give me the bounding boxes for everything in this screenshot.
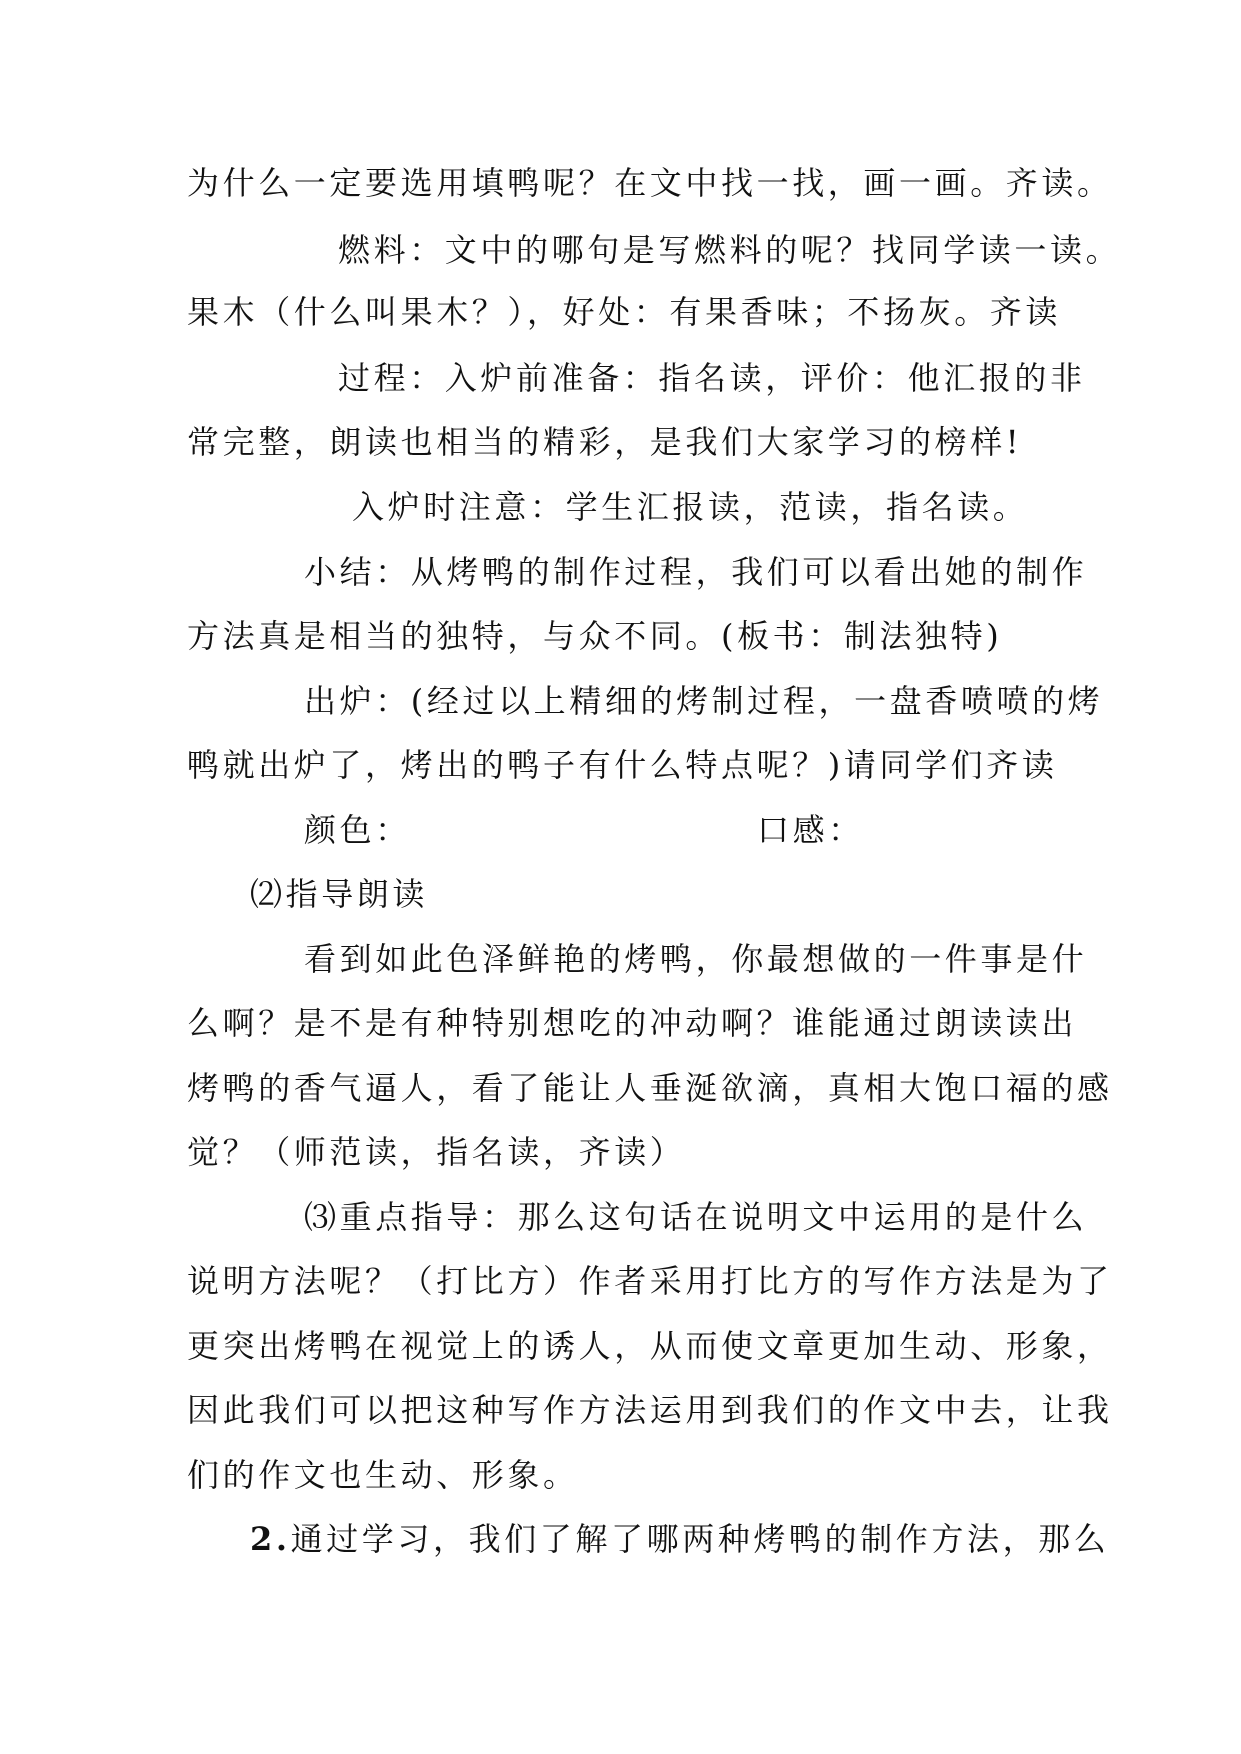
text-line: 烤鸭的香气逼人，看了能让人垂涎欲滴，真相大饱口福的感: [187, 1069, 1113, 1107]
text-line: 常完整，朗读也相当的精彩，是我们大家学习的榜样!: [187, 423, 1023, 461]
text-line: 过程：入炉前准备：指名读，评价：他汇报的非: [338, 359, 1086, 397]
text-line: 说明方法呢？（打比方）作者采用打比方的写作方法是为了: [187, 1262, 1113, 1300]
text-line: 鸭就出炉了，烤出的鸭子有什么特点呢？)请同学们齐读: [187, 746, 1058, 784]
item-text: 通过学习，我们了解了哪两种烤鸭的制作方法，那么: [290, 1520, 1110, 1558]
numbered-item: [250, 1519, 1109, 1559]
text-line: 方法真是相当的独特，与众不同。(板书：制法独特): [187, 617, 1003, 655]
section-heading: ⑵指导朗读: [250, 875, 429, 913]
text-line: 燃料：文中的哪句是写燃料的呢？找同学读一读。: [338, 231, 1122, 269]
text-line: 果木（什么叫果木？），好处：有果香味；不扬灰。齐读: [187, 293, 1062, 331]
text-line: 觉？（师范读，指名读，齐读）: [187, 1133, 686, 1171]
item-number: 2.: [250, 1520, 291, 1558]
text-line: 看到如此色泽鲜艳的烤鸭，你最想做的一件事是什: [304, 940, 1088, 978]
text-line: 出炉：(经过以上精细的烤制过程，一盘香喷喷的烤: [304, 682, 1104, 720]
text-line: 为什么一定要选用填鸭呢？在文中找一找，画一画。齐读。: [187, 164, 1113, 202]
text-line: 因此我们可以把这种写作方法运用到我们的作文中去，让我: [187, 1391, 1113, 1429]
text-line: 入炉时注意：学生汇报读，范读，指名读。: [352, 488, 1029, 526]
color-label: 颜色：: [304, 811, 411, 849]
texture-label: 口感：: [757, 811, 864, 849]
text-line: 更突出烤鸭在视觉上的诱人，从而使文章更加生动、形象，: [187, 1327, 1113, 1365]
text-line: 小结：从烤鸭的制作过程，我们可以看出她的制作: [304, 553, 1088, 591]
text-line: 么啊？是不是有种特别想吃的冲动啊？谁能通过朗读读出: [187, 1004, 1078, 1042]
text-line: ⑶重点指导：那么这句话在说明文中运用的是什么: [304, 1198, 1088, 1236]
text-line: 们的作文也生动、形象。: [187, 1456, 579, 1494]
